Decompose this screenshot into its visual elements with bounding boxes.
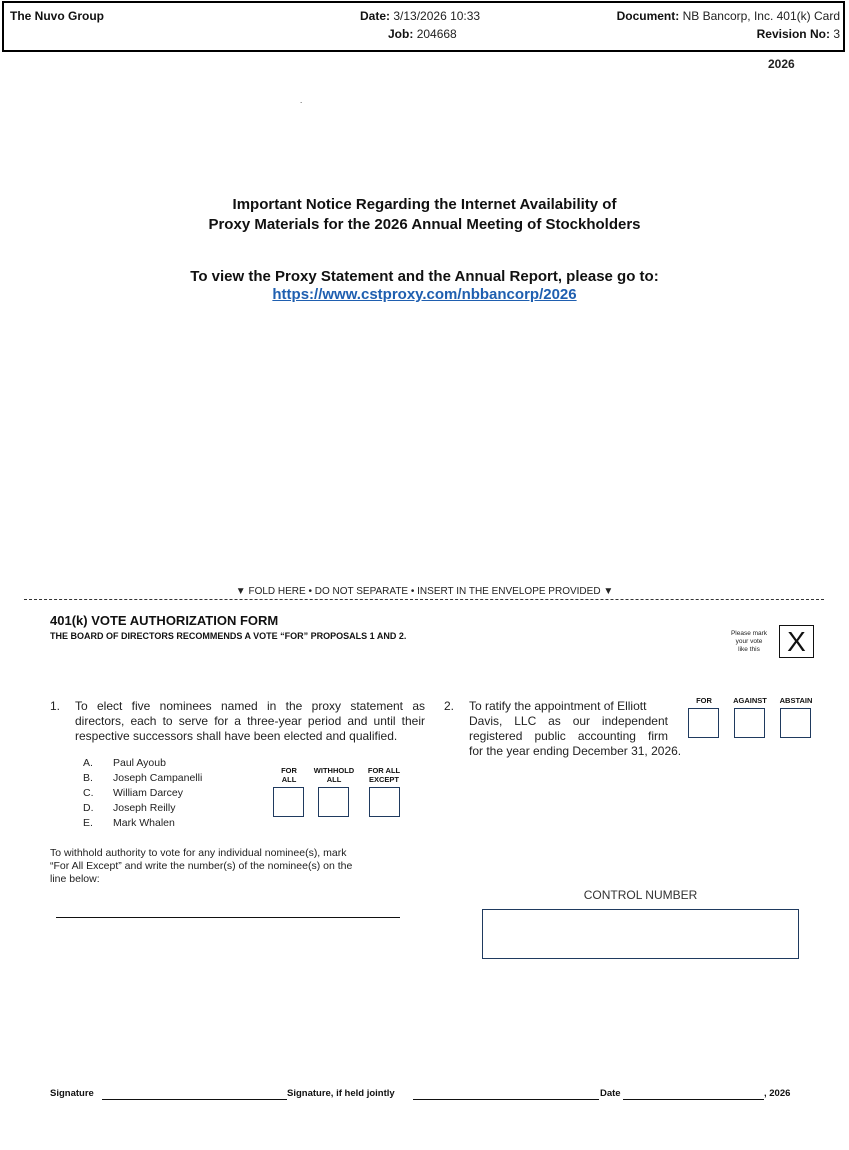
- against-checkbox[interactable]: [734, 708, 765, 738]
- withhold-line1: To withhold authority to vote for any individual nominee(s), mark: [50, 847, 347, 859]
- joint-signature-label: Signature, if held jointly: [287, 1088, 395, 1099]
- proposal2-number: 2.: [444, 699, 455, 713]
- withhold-write-in-line[interactable]: [56, 917, 400, 918]
- job-field: [388, 27, 457, 41]
- control-number-label: CONTROL NUMBER: [583, 888, 698, 902]
- form-title: 401(k) VOTE AUTHORIZATION FORM: [50, 613, 279, 628]
- proposal2-line4: for the year ending December 31, 2026.: [469, 744, 682, 758]
- date-signature-line[interactable]: [623, 1099, 764, 1100]
- proposal1-line2: directors, each to serve for a three-year period and until their: [75, 714, 425, 728]
- withhold-all-checkbox[interactable]: [318, 787, 349, 817]
- mark-instruction-line3: like this: [738, 646, 760, 653]
- signature-line[interactable]: [102, 1099, 287, 1100]
- nominee-letter: D.: [83, 802, 94, 814]
- nominee-letter: E.: [83, 817, 93, 829]
- document-field: [617, 9, 840, 23]
- revision-value: 3: [833, 27, 840, 41]
- fold-line-divider: [24, 599, 824, 600]
- for-all-except-checkbox[interactable]: [369, 787, 400, 817]
- nominee-letter: B.: [83, 772, 93, 784]
- withhold-all-label-line1: WITHHOLD: [313, 766, 355, 775]
- joint-signature-line[interactable]: [413, 1099, 599, 1100]
- for-all-label-line2: ALL: [281, 774, 297, 784]
- withhold-instructions: [50, 847, 420, 886]
- nominee-name: Paul Ayoub: [113, 757, 166, 769]
- proposal2-line2: Davis, LLC as our independent: [469, 714, 668, 728]
- job-value: 204668: [416, 27, 457, 41]
- for-checkbox[interactable]: [688, 708, 719, 738]
- revision-label: Revision No:: [756, 27, 830, 41]
- proposal2-line3: registered public accounting firm: [469, 729, 668, 743]
- form-recommendation: THE BOARD OF DIRECTORS RECOMMENDS A VOTE “FOR” PROPOSALS 1 AND 2.: [50, 631, 407, 641]
- for-all-except-label: [362, 767, 406, 784]
- withhold-all-label: [310, 767, 358, 784]
- notice-view-line: To view the Proxy Statement and the Annual Report, please go to:: [190, 268, 659, 285]
- notice-title-line2: Proxy Materials for the 2026 Annual Meeting of Stockholders: [208, 216, 641, 233]
- document-value: NB Bancorp, Inc. 401(k) Card: [682, 9, 840, 23]
- for-all-checkbox[interactable]: [273, 787, 304, 817]
- stray-mark: .: [300, 96, 303, 105]
- nominee-name: Joseph Reilly: [113, 802, 176, 814]
- proposal1-number: 1.: [50, 699, 61, 713]
- proposal2-line1: To ratify the appointment of Elliott: [469, 699, 647, 713]
- nominee-letter: C.: [83, 787, 94, 799]
- proposal1-line1: To elect five nominees named in the proxy statement as: [75, 699, 425, 713]
- fold-instruction: ▼ FOLD HERE • DO NOT SEPARATE • INSERT IN THE ENVELOPE PROVIDED ▼: [235, 586, 614, 597]
- nominee-name: Joseph Campanelli: [113, 772, 203, 784]
- for-label: FOR: [696, 696, 712, 705]
- mark-example-box: X: [779, 625, 814, 658]
- nominee-name: William Darcey: [113, 787, 184, 799]
- abstain-checkbox[interactable]: [780, 708, 811, 738]
- proposal1-line3: respective successors shall have been elected and qualified.: [75, 729, 398, 743]
- for-all-label: [270, 767, 308, 784]
- nominee-letter: A.: [83, 757, 93, 769]
- job-label: Job:: [388, 27, 414, 41]
- signature-year: , 2026: [764, 1088, 791, 1099]
- notice-title-line1: Important Notice Regarding the Internet Availability of: [232, 196, 617, 213]
- top-year: 2026: [768, 57, 795, 71]
- document-header: [2, 1, 845, 52]
- nominee-name: Mark Whalen: [113, 817, 175, 829]
- date-label: Date:: [360, 9, 391, 23]
- signature-label: Signature: [50, 1088, 94, 1099]
- withhold-line2: “For All Except” and write the number(s) of the nominee(s) on the: [50, 860, 353, 872]
- withhold-line3: line below:: [50, 873, 100, 885]
- withhold-all-label-line2: ALL: [326, 774, 342, 784]
- document-label: Document:: [616, 9, 680, 23]
- for-all-except-label-line1: FOR ALL: [367, 766, 401, 775]
- mark-instruction-line2: your vote: [735, 638, 763, 645]
- company-name: The Nuvo Group: [10, 9, 104, 23]
- date-field: [360, 9, 480, 23]
- revision-field: [757, 27, 840, 41]
- control-number-box[interactable]: [482, 909, 799, 959]
- mark-instruction-line1: Please mark: [730, 630, 768, 637]
- proxy-url-link[interactable]: https://www.cstproxy.com/nbbancorp/2026: [272, 286, 577, 303]
- for-all-except-label-line2: EXCEPT: [368, 774, 399, 784]
- abstain-label: ABSTAIN: [779, 696, 813, 705]
- date-value: 3/13/2026 10:33: [393, 9, 481, 23]
- date-signature-label: Date: [600, 1088, 621, 1099]
- mark-instruction: [724, 630, 774, 654]
- for-all-label-line1: FOR: [281, 766, 297, 775]
- against-label: AGAINST: [733, 696, 767, 705]
